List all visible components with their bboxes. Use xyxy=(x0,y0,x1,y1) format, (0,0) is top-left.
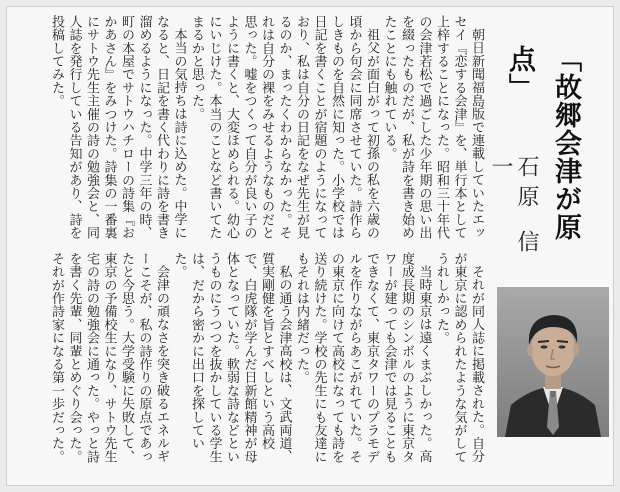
paragraph: 祖父が面白がって初孫の私を六歳の頃から句会に同席させていた。詩作らしきものを自然に知った。小学校では日記を書くことが宿題のようになっており、私は自分の日記をなぜ先生が見るのか、まったくわからなかった。それは自分の裸をみせるようなものだと思った。嘘をつくって自分が良い子のように書くと、大変ほめられる。幼心にいじけた。本当のことなど書いてたまるかと思った。 xyxy=(189,15,379,240)
article-title: 「故郷会津が原点」 xyxy=(504,45,581,241)
paragraph: 当時東京は遠くまぶしかった。高度成長期のシンボルのように東京タワーが建っても会津では見ることもできなくて、東京タワーのプラモデルを作りながらあこがれていた。その東京に向けて高校になっても詩を送り続けた。学校の先生にも友達にもそれは内緒だった。 xyxy=(294,252,432,464)
paragraph: 私の通う会津高校は、文武両道、質実剛健を旨とすべしという高校で、白虎隊が学んだ日新館精神が母体となっていた。軟弱な詩などというものにうつつを抜かしている学生は、だから密かに出口を探していた。 xyxy=(171,252,292,464)
portrait-image xyxy=(497,287,609,437)
article-body-top xyxy=(15,15,485,246)
author-name: 石原 信一 xyxy=(488,155,539,260)
article-body xyxy=(15,15,485,473)
author-photo xyxy=(497,287,609,437)
paragraph: 会津の頑なさを突き破るエネルギーこそが、私の詩作りの原点であったと今思う。大学受験に失敗して、東京の予備校生になり、サトウ先生宅の詩の勉強会に通った。やっと詩を書く先輩、同輩とめぐり会った。それが作詩家になる第一歩だった。 xyxy=(49,252,169,464)
article-body-bottom xyxy=(15,252,485,473)
document-page xyxy=(6,6,614,486)
paragraph: それが同人誌に掲載された。自分が東京に認められたような気がしてうれしかった。 xyxy=(434,252,484,464)
paragraph: 本当の気持ちは詩に込めた。中学になると、日記を書く代わりに詩を書き溜めるようになった。中学三年の時、町の本屋でサトウハチローの詩集『おかあさん』をみつけた。詩集の一番裏にサトウ先生主催の詩の勉強会と、同人誌を発行している告知があり、詩を投稿してみた。 xyxy=(49,15,187,240)
paragraph: 朝日新聞福島版で連載していたエッセイ『恋する会津』を、単行本として上梓することになった。昭和三十年代の会津若松で過ごした少年期の思い出を綴ったものだが、私が詩を書き始めたことにも触れている。 xyxy=(381,15,484,240)
